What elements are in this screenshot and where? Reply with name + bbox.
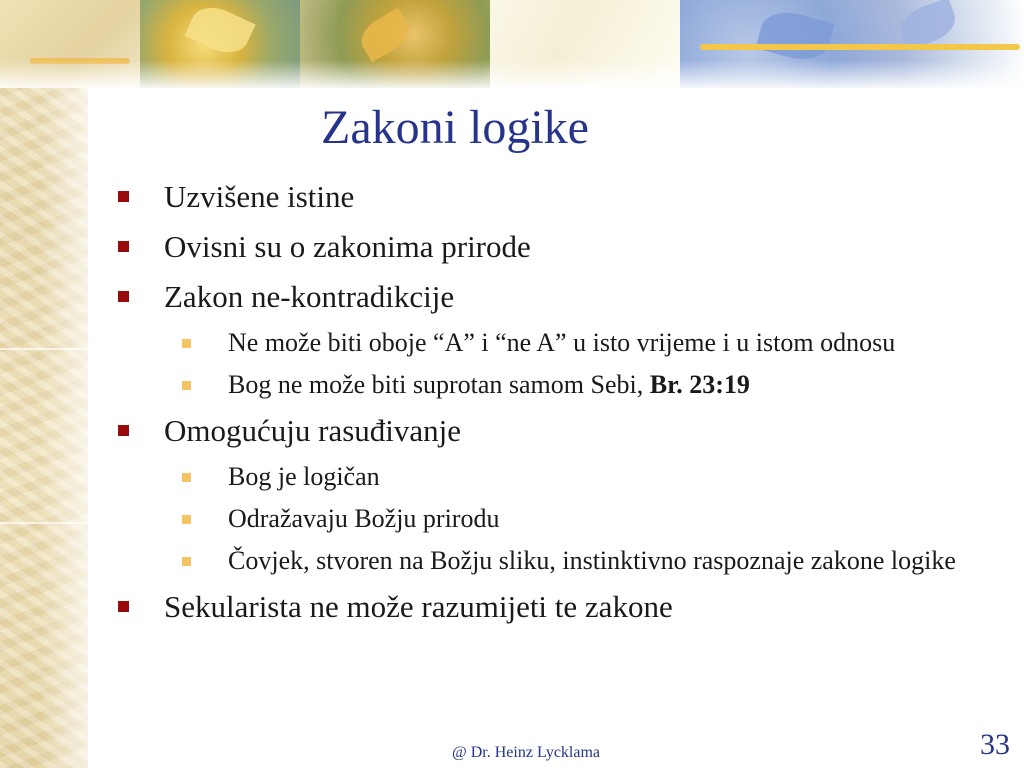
sub-bullet-item — [112, 326, 972, 360]
sub-bullet-item — [112, 368, 972, 402]
sub-bullet-text: Bog je logičan — [228, 462, 380, 491]
bullet-text: Omogućuju rasuđivanje — [164, 413, 462, 448]
top-decorative-banner — [0, 0, 1024, 88]
square-bullet-icon — [118, 291, 129, 302]
small-square-bullet-icon — [182, 339, 191, 348]
square-bullet-icon — [118, 425, 129, 436]
banner-stripe — [700, 44, 1020, 50]
bullet-text: Sekularista ne može razumijeti te zakone — [164, 589, 673, 624]
sub-bullet-item — [112, 502, 972, 536]
square-bullet-icon — [118, 191, 129, 202]
slide-content — [112, 176, 972, 636]
sub-bullet-text: Bog ne može biti suprotan samom Sebi, — [228, 370, 650, 399]
small-square-bullet-icon — [182, 515, 191, 524]
bible-reference: Br. 23:19 — [649, 370, 750, 399]
bullet-item — [112, 410, 972, 452]
square-bullet-icon — [118, 601, 129, 612]
slide-number: 33 — [980, 728, 1010, 761]
banner-fade — [0, 60, 1024, 88]
bullet-item — [112, 176, 972, 218]
sub-bullet-text: Ne može biti oboje “A” i “ne A” u isto vrijeme i u istom odnosu — [228, 328, 896, 357]
bullet-text: Uzvišene istine — [164, 179, 355, 214]
bullet-text: Zakon ne-kontradikcije — [164, 279, 455, 314]
sub-bullet-item — [112, 460, 972, 494]
bullet-item — [112, 586, 972, 628]
slide-title: Zakoni logike — [321, 101, 589, 154]
sub-bullet-item — [112, 544, 972, 578]
small-square-bullet-icon — [182, 473, 191, 482]
footer-author: @ Dr. Heinz Lycklama — [452, 744, 601, 761]
square-bullet-icon — [118, 241, 129, 252]
sub-bullet-text: Čovjek, stvoren na Božju sliku, instinktivno raspoznaje zakone logike — [228, 546, 956, 575]
bullet-text: Ovisni su o zakonima prirode — [164, 229, 531, 264]
bullet-item — [112, 276, 972, 318]
small-square-bullet-icon — [182, 381, 191, 390]
bullet-item — [112, 226, 972, 268]
small-square-bullet-icon — [182, 557, 191, 566]
sub-bullet-text: Odražavaju Božju prirodu — [228, 504, 500, 533]
